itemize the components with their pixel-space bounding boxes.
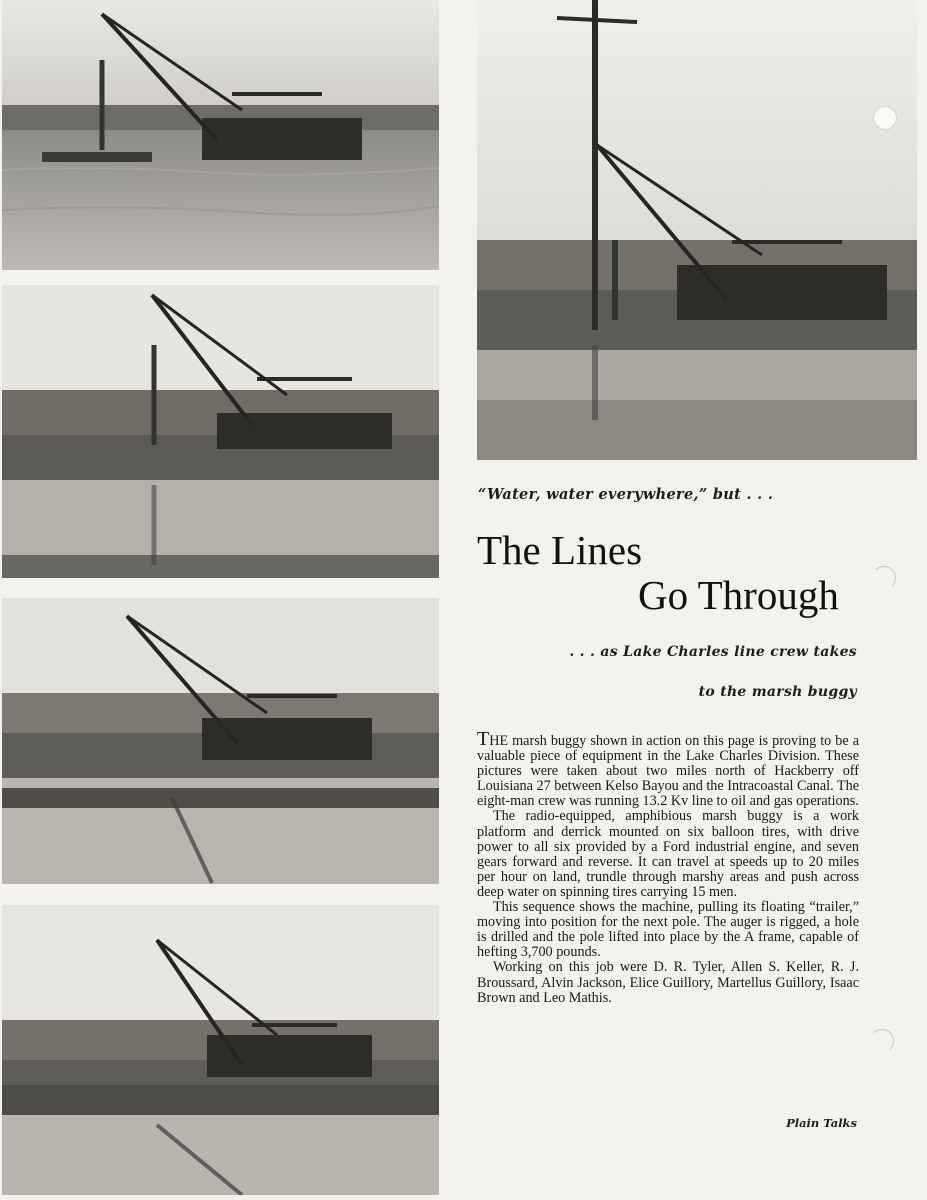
photo-marsh-buggy-open-water: [2, 0, 439, 270]
photo-auger-drilling-pole-hole: [2, 285, 439, 578]
subheadline-line-1: . . . as Lake Charles line crew takes: [569, 644, 857, 660]
photo-crew-guiding-pole: [2, 598, 439, 884]
punch-hole: [873, 106, 897, 130]
paragraph-1-text: HE marsh buggy shown in action on this page is proving to be a valuable piece of equipment in the Lake Charles Division. These pictures were taken about two miles north of Hackberry off Louisiana 27 between Kelso Bayou and the Intracoastal Canal. The eight-man crew was running 13.2 Kv line to oil and gas operations.: [477, 733, 859, 810]
photo-pole-set-in-marsh: [477, 0, 917, 460]
paragraph-3: This sequence shows the machine, pulling its floating “trailer,” moving into position for the next pole. The auger is rigged, a hole is drilled and the pole lifted into place by the A frame, capable of hefting 3,700 pounds.: [477, 899, 859, 961]
drop-cap: T: [477, 728, 490, 750]
photo-pole-lifted-a-frame: [2, 905, 439, 1195]
page-notch: [872, 566, 896, 590]
publication-footer: Plain Talks: [786, 1116, 857, 1130]
article-body: [477, 728, 859, 1006]
headline-line-2: Go Through: [638, 572, 839, 618]
headline-line-1: The Lines: [477, 527, 643, 573]
lead-quote: “Water, water everywhere,” but . . .: [478, 486, 774, 503]
paragraph-4: Working on this job were D. R. Tyler, Allen S. Keller, R. J. Broussard, Alvin Jackson, Elice Guillory, Martellus Guillory, Isaac Brown and Leo Mathis.: [477, 959, 859, 1006]
paragraph-1: [477, 728, 859, 810]
paragraph-2: The radio-equipped, amphibious marsh buggy is a work platform and derrick mounted on six balloon tires, with drive power to all six provided by a Ford industrial engine, and seven gears forward and reverse. It can travel at speeds up to 20 miles per hour on land, trundle through marshy areas and push across deep water on spinning tires carrying 15 men.: [477, 808, 859, 900]
page-notch: [870, 1029, 894, 1053]
subheadline-line-2: to the marsh buggy: [698, 684, 857, 700]
